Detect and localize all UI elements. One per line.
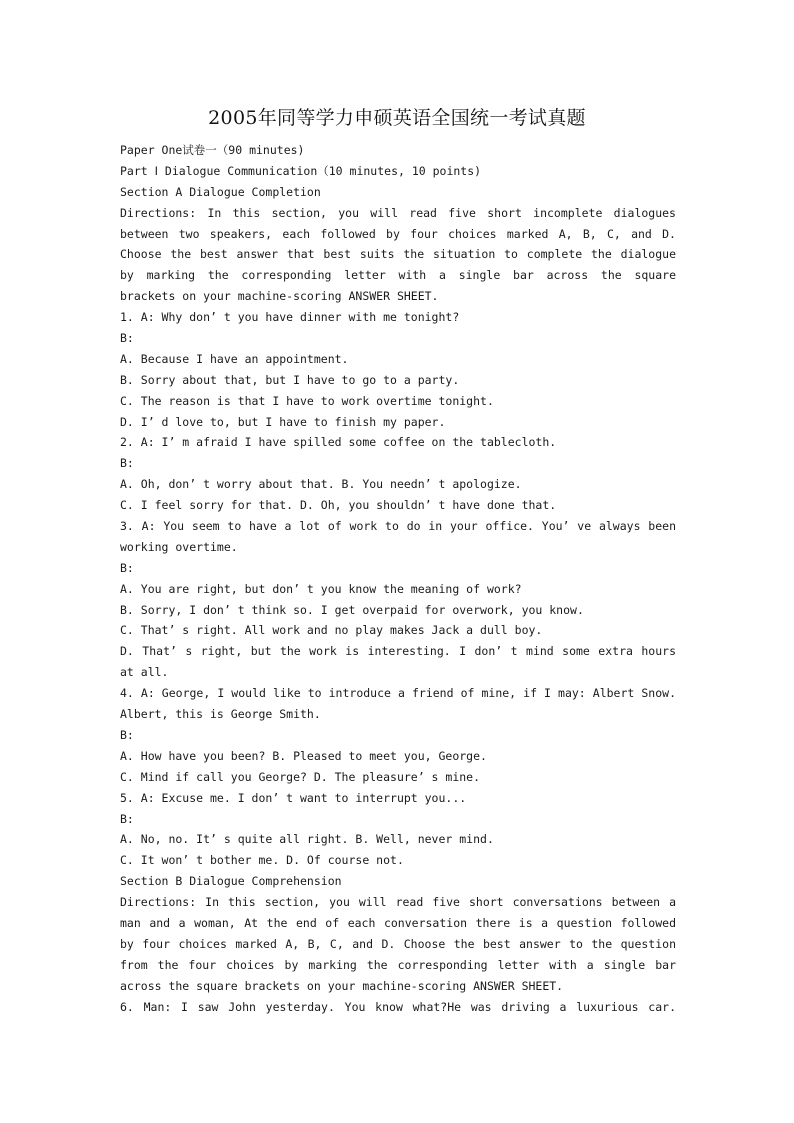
text-line: D. That’ s right, but the work is interesting. I don’ t mind some extra hours (120, 644, 676, 659)
text-line: Paper One试卷一（90 minutes) (120, 143, 305, 157)
text-line: Directions: In this section, you will read five short conversations between a (120, 895, 676, 910)
text-line: Section A Dialogue Completion (120, 184, 321, 199)
text-line: 3. A: You seem to have a lot of work to do in your office. You’ ve always been (120, 519, 676, 534)
text-line: A. You are right, but don’ t you know the meaning of work? (120, 581, 522, 596)
text-line: B. Sorry, I don’ t think so. I get overpaid for overwork, you know. (120, 602, 584, 617)
text-line: B. Sorry about that, but I have to go to a party. (120, 372, 460, 387)
text-line: 1. A: Why don’ t you have dinner with me tonight? (120, 310, 460, 325)
text-line: from the four choices by marking the corresponding letter with a single bar (120, 957, 676, 972)
text-line: D. I’ d love to, but I have to finish my paper. (120, 414, 446, 429)
text-line: working overtime. (120, 539, 238, 554)
text-line: C. It won’ t bother me. D. Of course not. (120, 853, 404, 868)
text-line: brackets on your machine-scoring ANSWER SHEET. (120, 289, 439, 304)
text-line: man and a woman, At the end of each conversation there is a question followed (120, 915, 676, 930)
page-title: 2005年同等学力申硕英语全国统一考试真题 (208, 107, 586, 129)
text-line: Choose the best answer that best suits the situation to complete the dialogue (120, 247, 676, 262)
text-line: B: (120, 560, 134, 575)
text-line: 5. A: Excuse me. I don’ t want to interrupt you... (120, 790, 467, 805)
text-line: B: (120, 331, 134, 346)
text-line: A. Because I have an appointment. (120, 351, 349, 366)
text-line: by four choices marked A, B, C, and D. Choose the best answer to the question (120, 936, 676, 951)
text-line: C. The reason is that I have to work overtime tonight. (120, 393, 494, 408)
text-line: A. No, no. It’ s quite all right. B. Well, never mind. (120, 832, 494, 847)
text-line: C. I feel sorry for that. D. Oh, you shouldn’ t have done that. (120, 498, 557, 513)
text-line: C. That’ s right. All work and no play makes Jack a dull boy. (120, 623, 543, 638)
text-line: C. Mind if call you George? D. The pleasure’ s mine. (120, 769, 481, 784)
text-line: 2. A: I’ m afraid I have spilled some coffee on the tablecloth. (120, 435, 557, 450)
text-line: A. Oh, don’ t worry about that. B. You needn’ t apologize. (120, 477, 522, 492)
text-line: B: (120, 727, 134, 742)
text-line: B: (120, 811, 134, 826)
text-line: between two speakers, each followed by four choices marked A, B, C, and D. (120, 226, 676, 241)
text-line: Albert, this is George Smith. (120, 707, 321, 722)
text-line: 6. Man: I saw John yesterday. You know what?He was driving a luxurious car. (120, 999, 676, 1014)
text-line: by marking the corresponding letter with a single bar across the square (120, 268, 676, 283)
text-line: Part Ⅰ Dialogue Communication（10 minutes, 10 points) (120, 163, 482, 178)
text-line: Section B Dialogue Comprehension (120, 874, 342, 889)
text-line: at all. (120, 665, 169, 680)
text-line: Directions: In this section, you will read five short incomplete dialogues (120, 205, 676, 220)
text-line: A. How have you been? B. Pleased to meet you, George. (120, 748, 487, 763)
text-line: across the square brackets on your machine-scoring ANSWER SHEET. (120, 978, 564, 993)
document-body (120, 140, 676, 1017)
text-line: B: (120, 456, 134, 471)
text-line: 4. A: George, I would like to introduce a friend of mine, if I may: Albert Snow. (120, 686, 676, 701)
